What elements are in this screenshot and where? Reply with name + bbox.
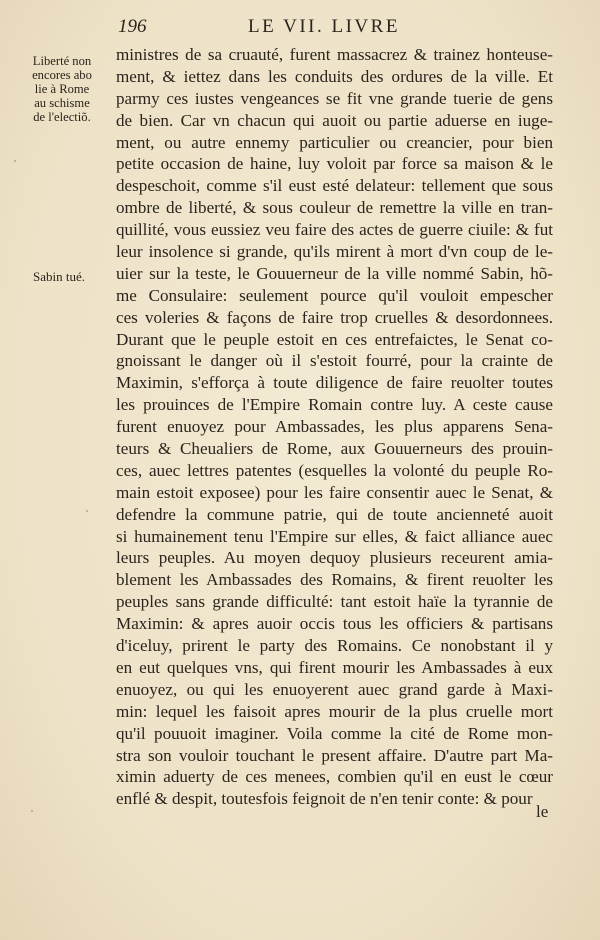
- margin-note-line: de l'electiõ.: [33, 110, 91, 124]
- text-line: me Consulaire: seulement pource qu'il vouloit empescher: [116, 285, 553, 305]
- page-number: 196: [118, 16, 147, 37]
- paper-speck: [31, 810, 33, 812]
- paper-speck: [14, 160, 16, 162]
- text-line: en eut quelques vns, qui firent mourir les Ambassades à eux: [116, 657, 553, 677]
- text-line: leurs peuples. Au moyen dequoy plusieurs receurent amia-: [116, 548, 553, 568]
- text-line: defendre la commune patrie, qui de toute ancienneté auoit: [116, 504, 553, 524]
- text-line: Maximin: & apres auoir occis tous les officiers & partisans: [116, 614, 553, 634]
- paper-speck: [86, 510, 88, 512]
- text-line: les prouinces de l'Empire Romain contre luy. A ceste cause: [116, 395, 553, 415]
- text-line: gnoissant le danger où il s'estoit fourré, pour la crainte de: [116, 351, 553, 371]
- text-line: blement les Ambassades des Romains, & firent reuolter les: [116, 570, 553, 590]
- text-line: Maximin, s'efforça à toute diligence de faire reuolter toutes: [116, 373, 553, 393]
- margin-note-line: au schisme: [34, 96, 90, 110]
- text-line: ment, ou autre ennemy particulier ou creancier, pour bien: [116, 132, 553, 152]
- text-line: peuples sans grande difficulté: tant estoit haïe la tyrannie de: [116, 592, 553, 612]
- catchword: le: [536, 802, 549, 821]
- text-line: Durant que le peuple estoit en ces entrefaictes, le Senat co-: [116, 329, 553, 349]
- text-line: stra son vouloir touchant le present affaire. D'autre part Ma-: [116, 745, 553, 765]
- margin-note-line: Sabin tué.: [33, 269, 85, 284]
- text-line: main estoit exposee) pour les faire consentir auec le Senat, &: [116, 482, 553, 502]
- text-line: leur insolence si grande, qu'ils mirent à mort d'vn coup de le-: [116, 242, 553, 262]
- text-line: ces, auec lettres patentes (esquelles la volonté du peuple Ro-: [116, 460, 553, 480]
- body-text: [116, 44, 553, 810]
- text-line: ministres de sa cruauté, furent massacrez & trainez honteuse-: [116, 45, 553, 64]
- text-line: teurs & Cheualiers de Rome, aux Gouuerneurs des prouin-: [116, 439, 553, 459]
- text-line: petite occasion de haine, luy voloit par force sa maison & le: [116, 154, 553, 174]
- text-line: enflé & despit, toutesfois feignoit de n'en tenir conte: & pour: [116, 789, 533, 809]
- text-line: si humainement tenu l'Empire sur elles, & faict alliance auec: [116, 526, 553, 546]
- text-line: uier sur la teste, le Gouuerneur de la ville nommé Sabin, hõ-: [116, 263, 553, 283]
- text-line: quillité, vous eussiez veu faire des actes de guerre ciuile: & fut: [116, 220, 553, 240]
- text-line: despeschoit, comme s'il eust esté delateur: tellement que sous: [116, 176, 553, 196]
- text-line: enuoyez, ou qui les enuoyerent auec grand garde à Maxi-: [116, 679, 553, 699]
- text-line: min: lequel les faisoit apres mourir de la plus cruelle mort: [116, 701, 553, 721]
- margin-note-line: encores abo: [32, 68, 92, 82]
- margin-note-sabin: [24, 270, 94, 284]
- text-line: ximin aduerty de ces menees, combien qu'il en eust le cœur: [116, 767, 553, 787]
- page-header: [0, 14, 600, 40]
- margin-note-line: lie à Rome: [34, 82, 90, 96]
- text-line: de bien. Car vn chacun qui auoit ou partie aduerse en iuge-: [116, 110, 553, 130]
- text-line: ombre de liberté, & sous couleur de remettre la ville en tran-: [116, 198, 553, 218]
- text-line: ment, & iettez dans les conduits des ordures de la ville. Et: [116, 66, 553, 86]
- text-line: qu'il pouuoit imaginer. Voila comme la cité de Rome mon-: [116, 723, 553, 743]
- margin-note-liberte: [24, 54, 100, 124]
- margin-note-line: Liberté non: [32, 54, 92, 68]
- text-line: parmy ces iustes vengeances se fit vne grande tuerie de gens: [116, 88, 553, 108]
- running-title: LE VII. LIVRE: [248, 16, 400, 37]
- text-line: ces voleries & façons de faire trop cruelles & desordonnees.: [116, 307, 553, 327]
- text-line: furent enuoyez pour Ambassades, les plus apparens Sena-: [116, 417, 553, 437]
- text-line: d'iceluy, prirent le party des Romains. Ce nonobstant il y: [116, 636, 553, 656]
